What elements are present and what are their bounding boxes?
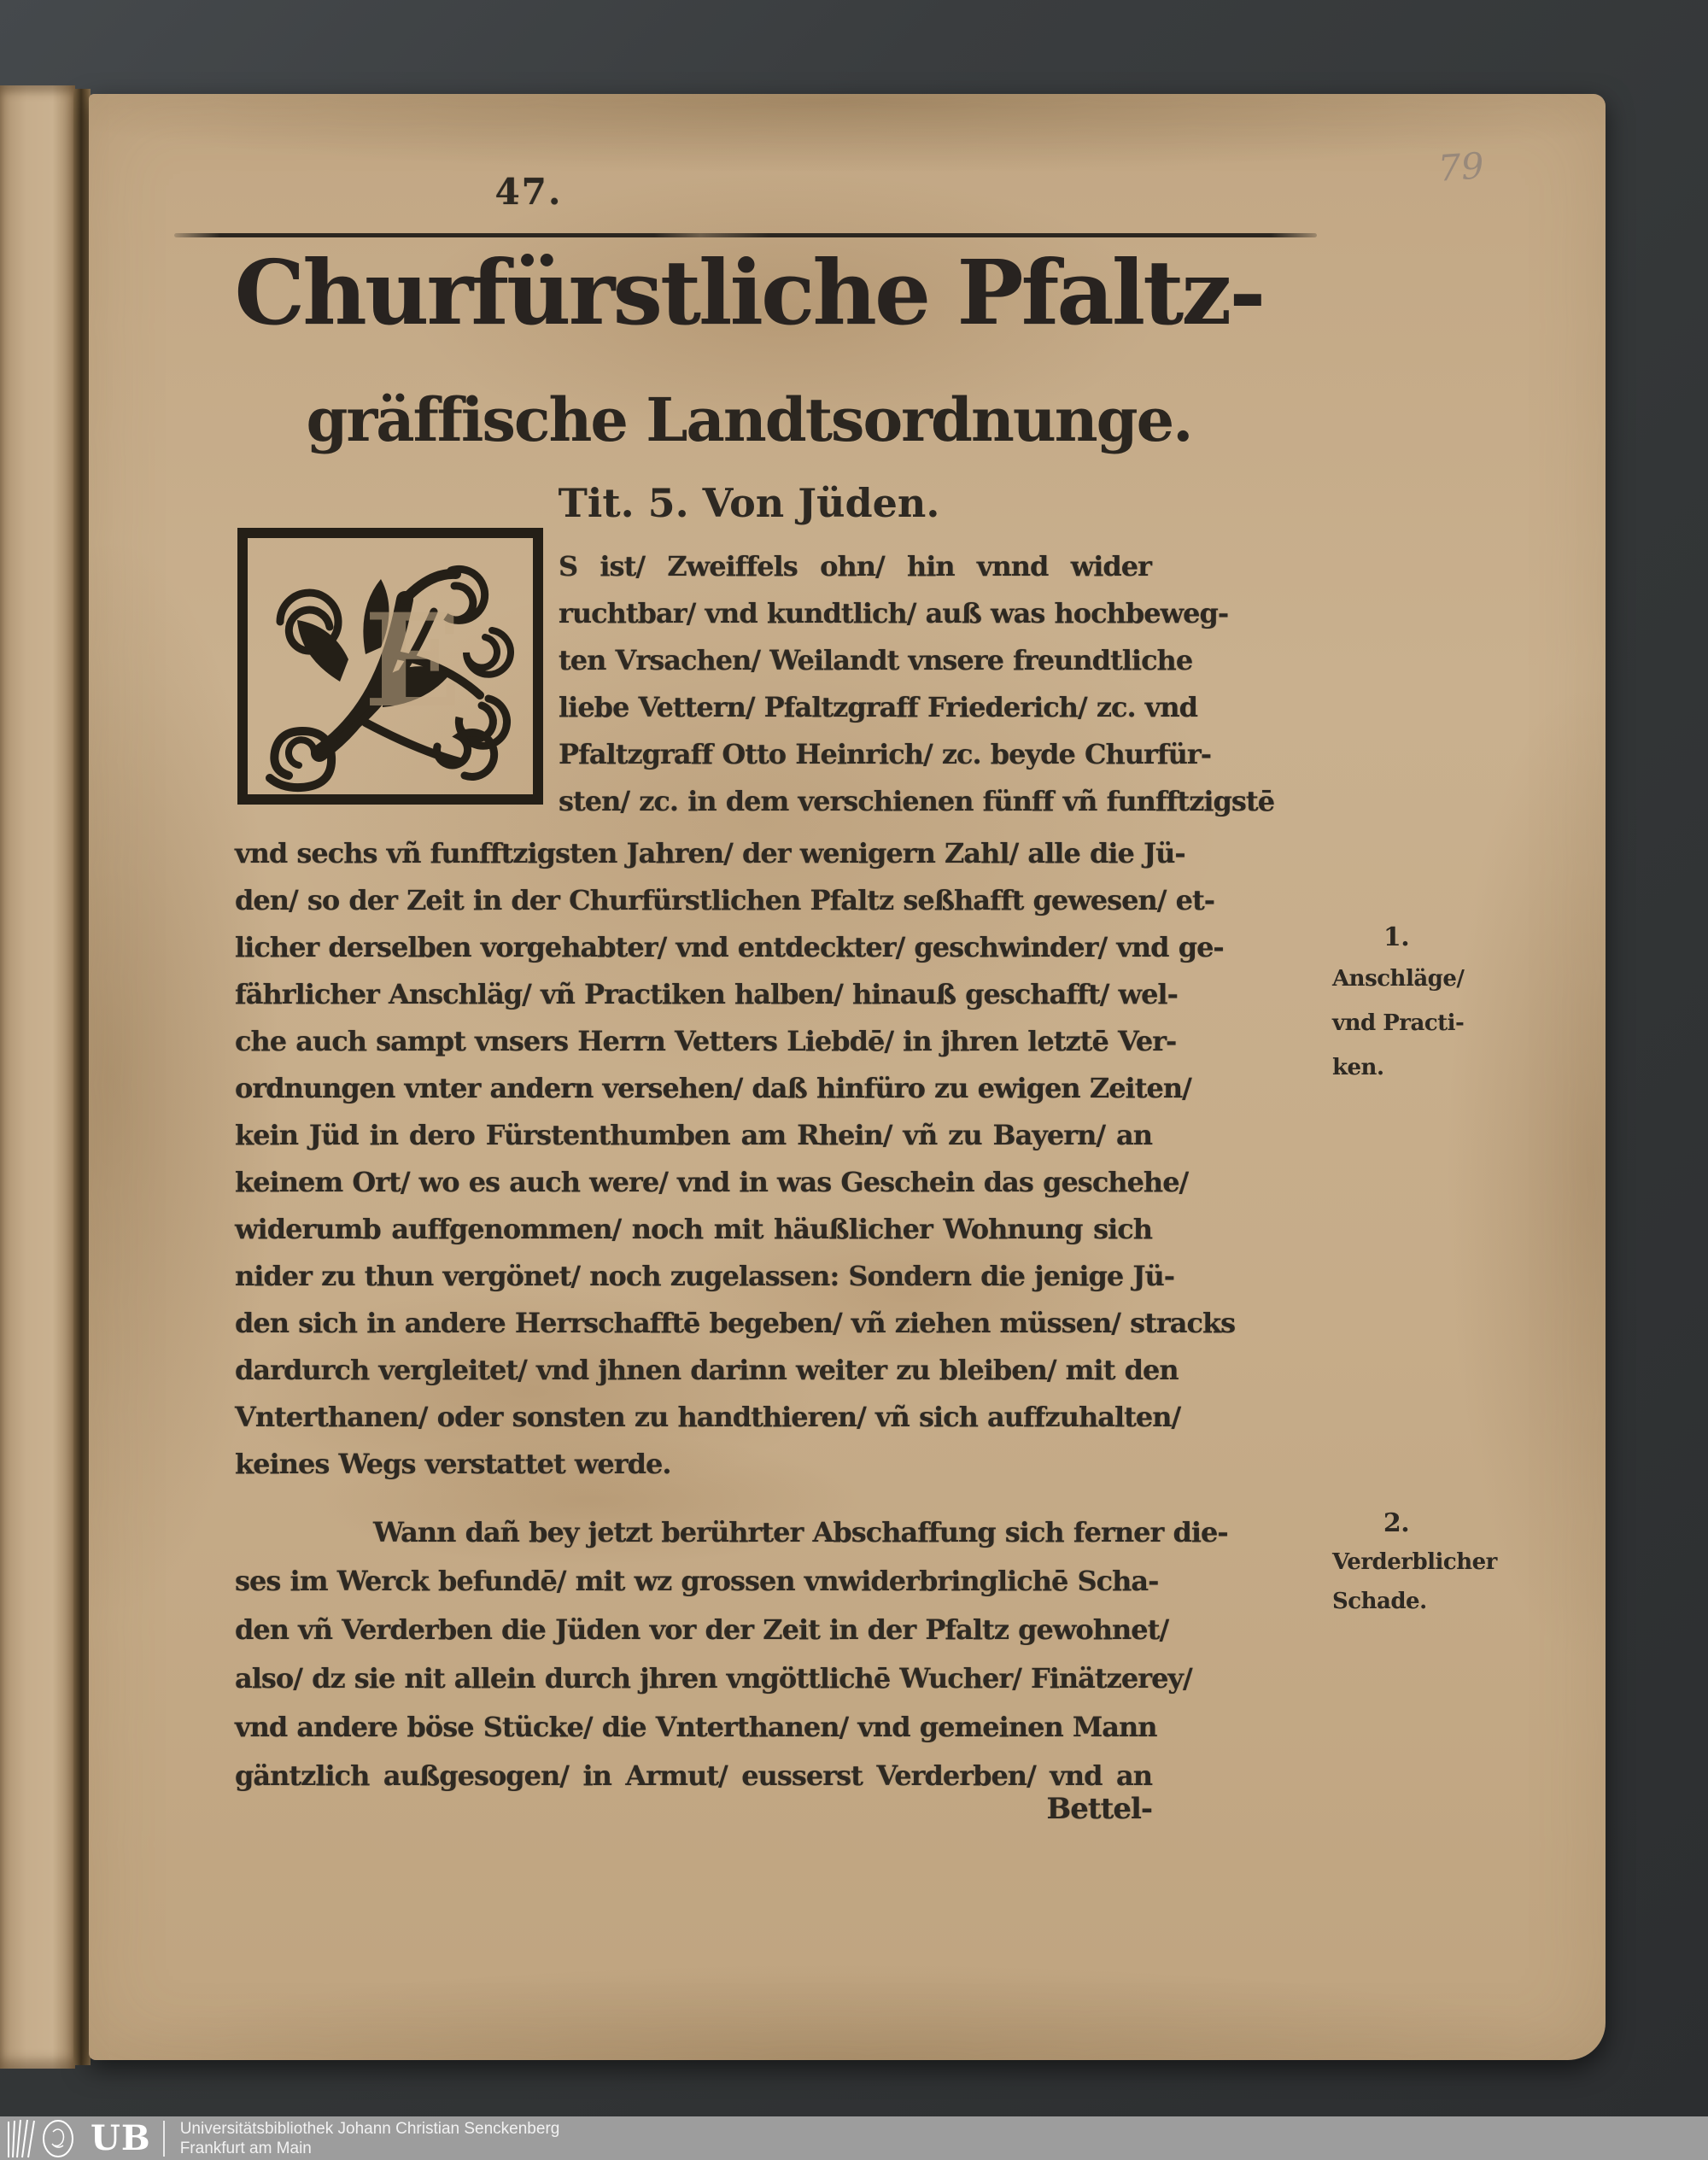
library-name: Universitätsbibliothek Johann Christian Senckenberg: [179, 2119, 560, 2138]
book-left-page-edges: [0, 85, 75, 2069]
ub-logo-icon: [5, 2118, 87, 2159]
body-line: dardurch vergleitet/ vnd jhnen darinn weiter zu bleiben/ mit den: [235, 1354, 1179, 1386]
margin-note-number: 2.: [1383, 1508, 1410, 1538]
margin-note-line: Verderblicher: [1332, 1549, 1497, 1575]
library-city: Frankfurt am Main: [179, 2139, 312, 2157]
woodcut-initial-icon: [236, 526, 545, 806]
paragraph1-full-width: [235, 830, 1236, 1488]
page-number: 47.: [494, 171, 563, 213]
body-line: ruchtbar/ vnd kundtlich/ auß was hochbeweg-: [559, 597, 1229, 629]
body-line: S ist/ Zweiffels ohn/ hin vnnd wider: [559, 550, 1151, 582]
body-line: also/ dz sie nit allein durch jhren vngöttlichē Wucher/ Finätzerey/: [235, 1662, 1192, 1695]
title-line-2: gräffische Landtsordnunge.: [306, 384, 1192, 455]
margin-note-line: Schade.: [1332, 1589, 1427, 1614]
body-line: vnd sechs vñ funfftzigsten Jahren/ der wenigern Zahl/ alle die Jü-: [235, 837, 1185, 869]
title-line-1: Churfürstliche Pfaltz-: [234, 240, 1264, 345]
body-line: sten/ zc. in dem verschienen fünff vñ funfftzigstē: [559, 785, 1275, 817]
body-line: den/ so der Zeit in der Churfürstlichen Pfaltz seßhafft gewesen/ et-: [235, 884, 1215, 916]
body-line: keinem Ort/ wo es auch were/ vnd in was Geschein das geschehe/: [235, 1166, 1189, 1198]
body-line: ordnungen vnter andern versehen/ daß hinfüro zu ewigen Zeiten/: [235, 1072, 1191, 1104]
body-line: Pfaltzgraff Otto Heinrich/ zc. beyde Churfür-: [559, 738, 1212, 770]
margin-note-number: 1.: [1383, 922, 1410, 952]
ub-logo-text: UB: [91, 2118, 151, 2158]
body-line: kein Jüd in dero Fürstenthumben am Rhein/ vñ zu Bayern/ an: [235, 1119, 1152, 1151]
handwritten-folio-number: 79: [1436, 144, 1486, 190]
catchword: Bettel-: [1046, 1792, 1152, 1826]
header-rule: [174, 233, 1317, 237]
body-line: den vñ Verderben die Jüden vor der Zeit in der Pfaltz gewohnet/: [235, 1613, 1169, 1646]
margin-note-line: vnd Practi-: [1332, 1010, 1465, 1036]
book-gutter-shadow: [73, 89, 91, 2065]
body-line: fährlicher Anschläg/ vñ Practiken halben/ hinauß geschafft/ wel-: [235, 978, 1178, 1010]
body-line: liebe Vettern/ Pfaltzgraff Friederich/ zc. vnd: [559, 691, 1198, 723]
body-line: vnd andere böse Stücke/ die Vnterthanen/ vnd gemeinen Mann: [235, 1711, 1157, 1743]
margin-note-line: Anschläge/: [1332, 966, 1465, 992]
body-line: keines Wegs verstattet werde.: [235, 1448, 671, 1480]
body-line: ses im Werck befundē/ mit wz grossen vnwiderbringlichē Scha-: [235, 1565, 1159, 1597]
body-line: nider zu thun vergönet/ noch zugelassen: Sondern die jenige Jü-: [235, 1260, 1175, 1292]
body-line: che auch sampt vnsers Herrn Vetters Liebdē/ in jhren letztē Ver-: [235, 1025, 1177, 1057]
section-heading: Tit. 5. Von Jüden.: [558, 480, 940, 526]
drop-cap-letter: E: [364, 586, 462, 736]
body-line: Vnterthanen/ oder sonsten zu handthieren/ vñ sich auffzuhalten/: [235, 1401, 1181, 1433]
margin-note-1: [1332, 919, 1512, 1090]
paragraph2: [235, 1508, 1228, 1800]
body-line: gäntzlich außgesogen/ in Armut/ eusserst Verderben/ vnd an: [235, 1759, 1152, 1792]
body-line: Wann dañ bey jetzt berührter Abschaffung sich ferner die-: [373, 1516, 1228, 1548]
library-footer-bar: [0, 2116, 1708, 2160]
margin-note-2: [1332, 1505, 1512, 1621]
logo-divider: [163, 2121, 165, 2157]
body-line: den sich in andere Herrschafftē begeben/ vñ ziehen müssen/ stracks: [235, 1307, 1236, 1339]
margin-note-line: ken.: [1332, 1055, 1384, 1080]
paragraph1-beside-initial: [559, 543, 1275, 825]
body-line: widerumb auffgenommen/ noch mit häußlicher Wohnung sich: [235, 1213, 1152, 1245]
library-info: [180, 2119, 560, 2158]
book-page: [89, 94, 1606, 2060]
body-line: licher derselben vorgehabter/ vnd entdeckter/ geschwinder/ vnd ge-: [235, 931, 1224, 963]
body-line: ten Vrsachen/ Weilandt vnsere freundtliche: [559, 644, 1193, 676]
ub-logo: [0, 2116, 180, 2160]
